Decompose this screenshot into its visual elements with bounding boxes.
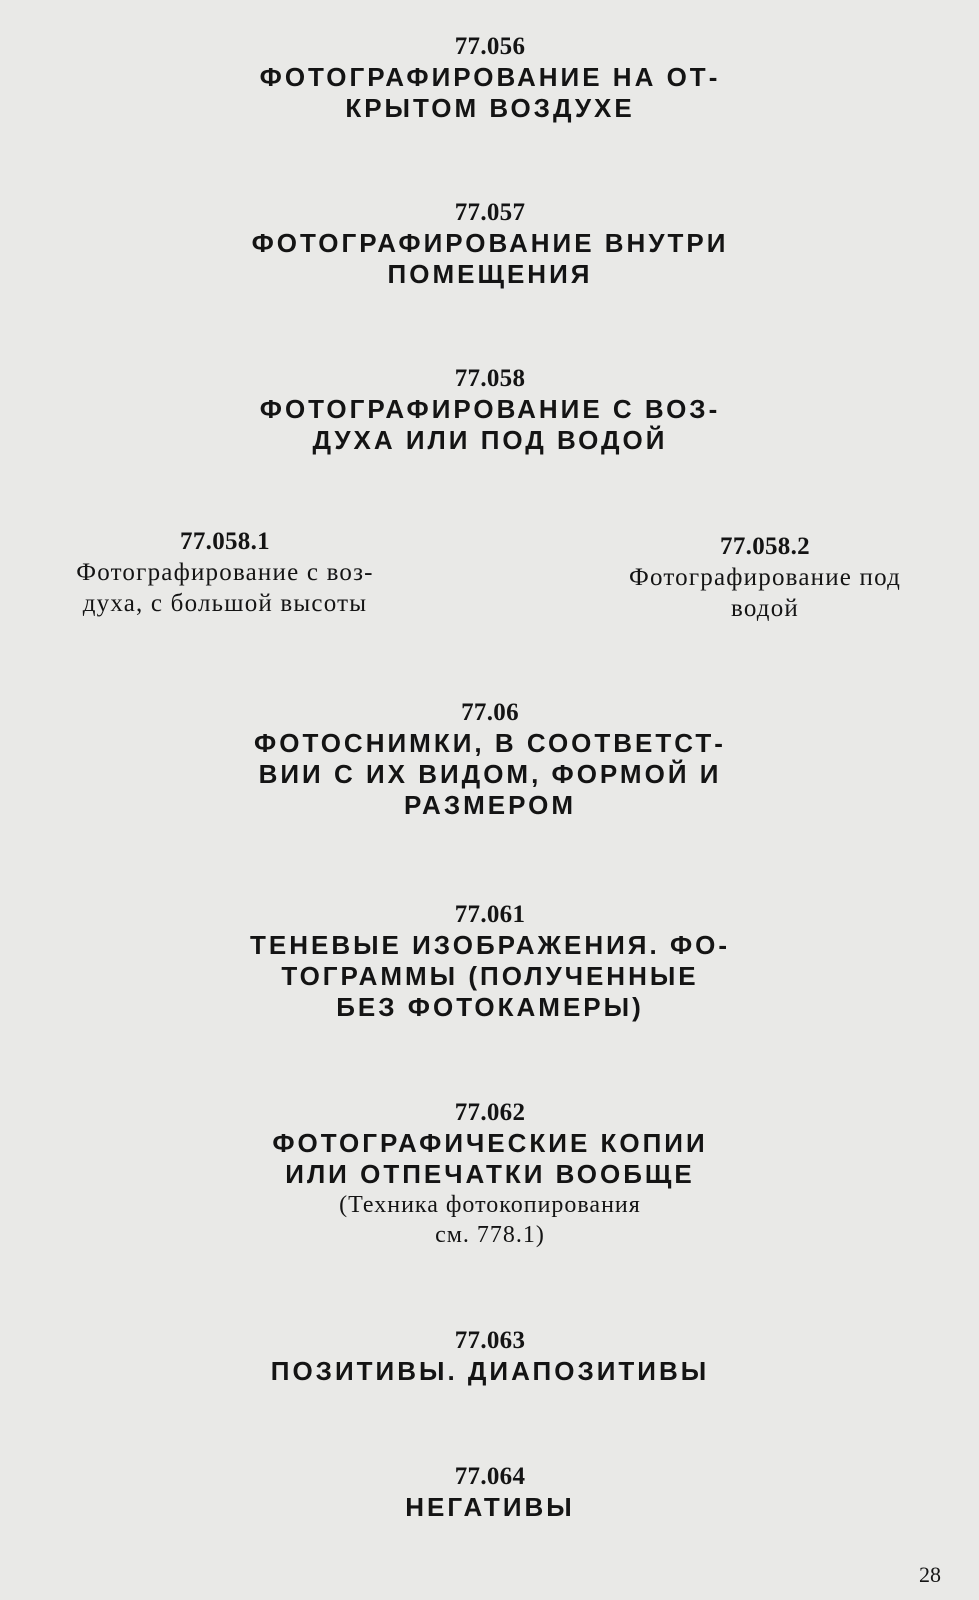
entry-77-064 bbox=[190, 1462, 790, 1523]
entry-heading-line: ТЕНЕВЫЕ ИЗОБРАЖЕНИЯ. ФО- bbox=[249, 930, 731, 960]
entry-note-line: (Техника фотокопирования bbox=[339, 1192, 641, 1218]
entry-code: 77.06 bbox=[461, 699, 519, 726]
entry-heading-line: ИЛИ ОТПЕЧАТКИ ВООБЩЕ bbox=[285, 1159, 695, 1189]
entry-heading-line: БЕЗ ФОТОКАМЕРЫ) bbox=[336, 992, 644, 1022]
entry-code: 77.061 bbox=[454, 901, 526, 928]
entry-note-line: см. 778.1) bbox=[435, 1222, 545, 1248]
entry-77-061 bbox=[190, 900, 790, 1023]
entry-77-058 bbox=[190, 364, 790, 456]
entry-code: 77.057 bbox=[454, 199, 526, 226]
entry-heading-line: РАЗМЕРОМ bbox=[403, 790, 576, 820]
entry-heading-line: ТОГРАММЫ (ПОЛУЧЕННЫЕ bbox=[281, 961, 699, 991]
entry-heading-line: НЕГАТИВЫ bbox=[405, 1492, 575, 1522]
entry-77-062 bbox=[190, 1098, 790, 1250]
entry-code: 77.056 bbox=[454, 33, 526, 60]
entry-heading-line: ПОМЕЩЕНИЯ bbox=[387, 259, 593, 289]
entry-heading-line: ФОТОСНИМКИ, В СООТВЕТСТ- bbox=[254, 728, 726, 758]
entry-heading-line: ВИИ С ИХ ВИДОМ, ФОРМОЙ И bbox=[258, 759, 722, 789]
entry-code: 77.058 bbox=[454, 365, 526, 392]
entry-heading-line: ПОЗИТИВЫ. ДИАПОЗИТИВЫ bbox=[270, 1356, 710, 1386]
entry-77-056 bbox=[190, 32, 790, 124]
subentry-77-058-2 bbox=[560, 532, 970, 624]
entry-code: 77.063 bbox=[454, 1327, 526, 1354]
entry-code: 77.062 bbox=[454, 1099, 526, 1126]
subentry-text-line: водой bbox=[730, 595, 799, 622]
subentry-77-058-1 bbox=[20, 527, 430, 619]
entry-77-06 bbox=[190, 698, 790, 821]
subentry-text-line: Фотографирование с воз- bbox=[76, 559, 374, 586]
subentry-code: 77.058.1 bbox=[180, 528, 270, 555]
entry-heading-line: ФОТОГРАФИЧЕСКИЕ КОПИИ bbox=[272, 1128, 708, 1158]
entry-code: 77.064 bbox=[454, 1463, 526, 1490]
entry-77-063 bbox=[190, 1326, 790, 1387]
subentry-text-line: духа, с большой высоты bbox=[82, 590, 368, 617]
entry-heading-line: КРЫТОМ ВОЗДУХЕ bbox=[345, 93, 635, 123]
entry-heading-line: ДУХА ИЛИ ПОД ВОДОЙ bbox=[312, 425, 668, 455]
entry-heading-line: ФОТОГРАФИРОВАНИЕ ВНУТРИ bbox=[251, 228, 729, 258]
entry-77-057 bbox=[190, 198, 790, 290]
entry-heading-line: ФОТОГРАФИРОВАНИЕ С ВОЗ- bbox=[259, 394, 721, 424]
page-number: 28 bbox=[919, 1562, 941, 1587]
subentry-code: 77.058.2 bbox=[720, 533, 810, 560]
entry-heading-line: ФОТОГРАФИРОВАНИЕ НА ОТ- bbox=[259, 62, 721, 92]
subentry-text-line: Фотографирование под bbox=[629, 564, 901, 591]
